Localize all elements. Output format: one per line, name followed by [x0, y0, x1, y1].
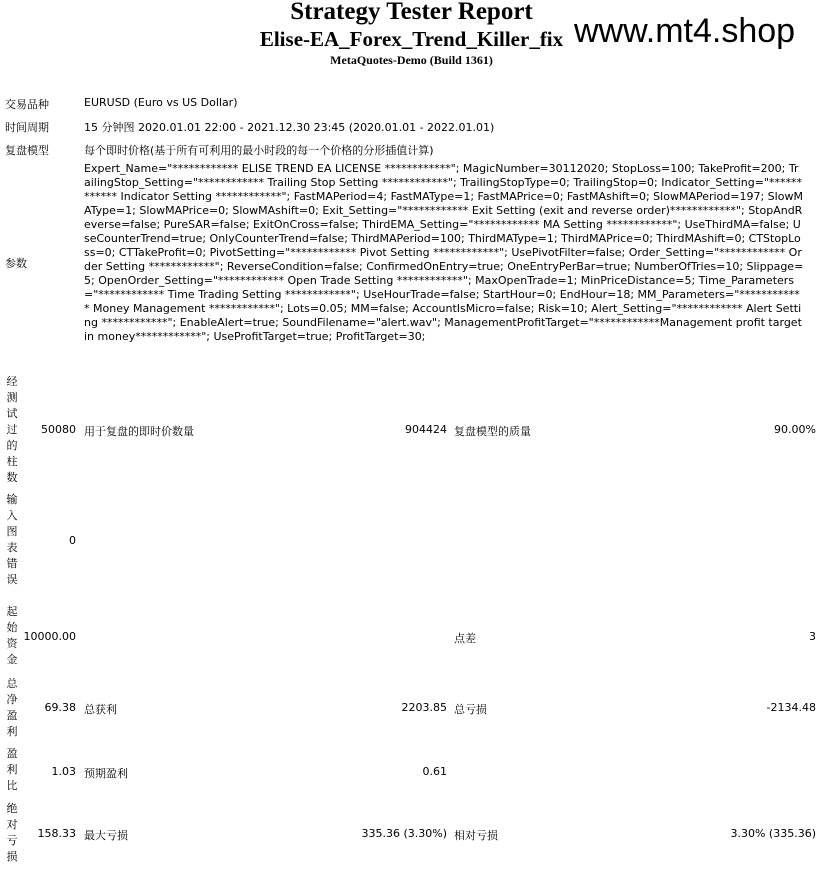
net-profit-value: 69.38 — [44, 701, 76, 714]
deposit-label: 起始资金 — [6, 605, 18, 666]
spread-value: 3 — [809, 630, 816, 643]
ticks-label: 用于复盘的即时价数量 — [84, 425, 194, 438]
gross-profit-label: 总获利 — [84, 703, 117, 716]
params-label: 参数 — [5, 257, 27, 270]
build-info: MetaQuotes-Demo (Build 1361) — [330, 53, 493, 67]
gross-loss-label: 总亏损 — [454, 703, 487, 716]
watermark: www.mt4.shop — [574, 12, 796, 50]
quality-label: 复盘模型的质量 — [454, 425, 531, 438]
profit-factor-label: 盈利比 — [6, 747, 18, 792]
period-label: 时间周期 — [5, 121, 49, 134]
relative-drawdown-label: 相对亏损 — [454, 829, 498, 842]
model-label: 复盘模型 — [5, 144, 49, 157]
profit-factor-value: 1.03 — [51, 765, 76, 778]
net-profit-label: 总净盈利 — [6, 677, 18, 738]
gross-profit-value: 2203.85 — [401, 701, 447, 714]
model-value: 每个即时价格(基于所有可利用的最小时段的每一个价格的分形插值计算) — [84, 144, 434, 157]
expected-payoff-label: 预期盈利 — [84, 767, 128, 780]
spread-label: 点差 — [454, 632, 476, 645]
maximal-drawdown-label: 最大亏损 — [84, 829, 128, 842]
bars-label: 经测试过的柱数 — [6, 375, 18, 484]
symbol-value: EURUSD (Euro vs US Dollar) — [84, 96, 238, 109]
quality-value: 90.00% — [774, 423, 816, 436]
gross-loss-value: -2134.48 — [766, 701, 816, 714]
bars-value: 50080 — [41, 423, 76, 436]
relative-drawdown-value: 3.30% (335.36) — [730, 827, 816, 840]
params-value: Expert_Name="************ ELISE TREND EA LICENSE ************"; MagicNumber=30112020; StopLoss=100; TakeProfit=200; TrailingStop_Setting="************ Trailing Stop Setting ************"; TrailingStopType=0; TrailingStop=0; Indicator_Setting="************ Indicator Setting ************"; FastMAPeriod=4; FastMAType=1; FastMAPrice=0; FastMAshift=0; SlowMAPeriod=197; SlowMAType=1; SlowMAPrice=0; SlowMAshift=0; Exit_Setting="************ Exit Setting (exit and reverse order)************"; StopAndReverse=false; PureSAR=false; ExitOnCross=false; ThirdEMA_Setting="************ MA Setting ************"; UseThirdMA=false; UseCounterTrend=true; OnlyCounterTrend=false; ThirdMAPeriod=100; ThirdMAType=1; ThirdMAPrice=0; ThirdMAshift=0; CTStopLoss=0; CTTakeProfit=0; PivotSetting="************ Pivot Setting ************"; UsePivotFilter=false; Order_Setting="************ Order Setting ************"; ReverseCondition=false; ConfirmedOnEntry=true; OneEntryPerBar=true; NumberOfTries=10; Slippage=5; OpenOrder_Setting="************ Open Trade Setting ************"; MaxOpenTrade=1; MinPriceDistance=5; Time_Parameters="************ Time Trading Setting ************"; UseHourTrade=false; StartHour=0; EndHour=18; MM_Parameters="************ Money Management ************"; Lots=0.05; MM=false; AccountIsMicro=false; Risk=10; Alert_Setting="************ Alert Setting ************"; EnableAlert=true; SoundFilename="alert.wav"; ManagementProfitTarget="************Management profit target in money************"; UseProfitTarget=true; ProfitTarget=30; — [84, 162, 804, 343]
symbol-label: 交易品种 — [5, 98, 49, 111]
absolute-drawdown-value: 158.33 — [37, 827, 76, 840]
maximal-drawdown-value: 335.36 (3.30%) — [361, 827, 447, 840]
errors-label: 输入图表错误 — [6, 493, 18, 586]
absolute-drawdown-label: 绝对亏损 — [6, 802, 18, 863]
deposit-value: 10000.00 — [23, 630, 76, 643]
report-title: Strategy Tester Report — [290, 0, 533, 25]
ticks-value: 904424 — [405, 423, 447, 436]
period-value: 15 分钟图 2020.01.01 22:00 - 2021.12.30 23:45 (2020.01.01 - 2022.01.01) — [84, 121, 495, 134]
expert-name-title: Elise-EA_Forex_Trend_Killer_fix — [259, 27, 564, 51]
errors-value: 0 — [69, 534, 76, 547]
expected-payoff-value: 0.61 — [422, 765, 447, 778]
